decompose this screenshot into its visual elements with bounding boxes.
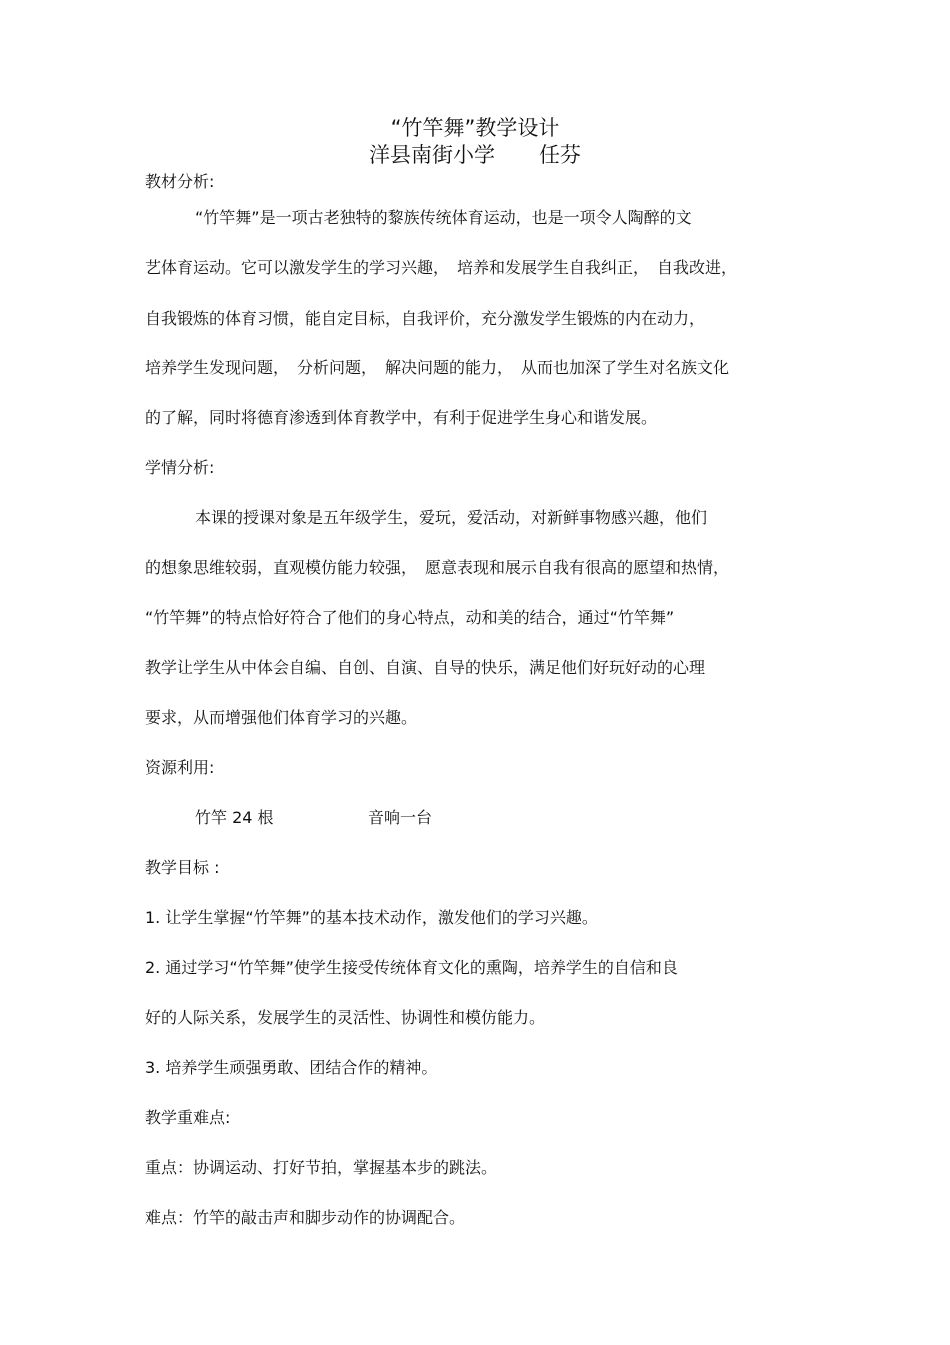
difficulty-line: 难点：竹竿的敲击声和脚步动作的协调配合。 [145,1208,466,1227]
paragraph-line: 的想象思维较弱，直观模仿能力较强， 愿意表现和展示自我有很高的愿望和热情， [145,558,730,577]
goal-line: 2. 通过学习“竹竿舞”使学生接受传统体育文化的熏陶，培养学生的自信和良 [145,958,678,977]
section-heading-keypoints: 教学重难点: [145,1108,231,1127]
paragraph-line: “竹竿舞”是一项古老独特的黎族传统体育运动，也是一项令人陶醉的文 [195,208,692,227]
paragraph-line: 本课的授课对象是五年级学生，爱玩，爱活动，对新鲜事物感兴趣，他们 [195,508,708,527]
goal-line: 3. 培养学生顽强勇敢、团结合作的精神。 [145,1058,438,1077]
paragraph-line: “竹竿舞”的特点恰好符合了他们的身心特点，动和美的结合，通过“竹竿舞” [145,608,675,627]
resource-item-speaker: 音响一台 [368,808,433,827]
document-subtitle [0,142,950,168]
document-title: “竹竿舞”教学设计 [390,116,560,140]
section-heading-material: 教材分析: [145,172,215,191]
section-heading-learner: 学情分析: [145,458,215,477]
paragraph-line: 艺体育运动。它可以激发学生的学习兴趣， 培养和发展学生自我纠正， 自我改进， [145,258,738,277]
paragraph-line: 要求，从而增强他们体育学习的兴趣。 [145,708,418,727]
goal-line: 好的人际关系，发展学生的灵活性、协调性和模仿能力。 [145,1008,546,1027]
section-heading-resources: 资源利用: [145,758,215,777]
keypoint-line: 重点：协调运动、打好节拍，掌握基本步的跳法。 [145,1158,498,1177]
resource-item-poles: 竹竿 24 根 [195,808,274,827]
paragraph-line: 教学让学生从中体会自编、自创、自演、自导的快乐，满足他们好玩好动的心理 [145,658,706,677]
school-name: 洋县南街小学 [369,143,495,167]
paragraph-line: 自我锻炼的体育习惯，能自定目标，自我评价，充分激发学生锻炼的内在动力， [145,309,706,328]
section-heading-goals: 教学目标 : [145,858,220,877]
goal-line: 1. 让学生掌握“竹竿舞”的基本技术动作，激发他们的学习兴趣。 [145,908,598,927]
paragraph-line: 培养学生发现问题， 分析问题， 解决问题的能力， 从而也加深了学生对名族文化 [145,358,730,377]
paragraph-line: 的了解，同时将德育渗透到体育教学中，有利于促进学生身心和谐发展。 [145,408,658,427]
author-name: 任芬 [539,143,581,167]
